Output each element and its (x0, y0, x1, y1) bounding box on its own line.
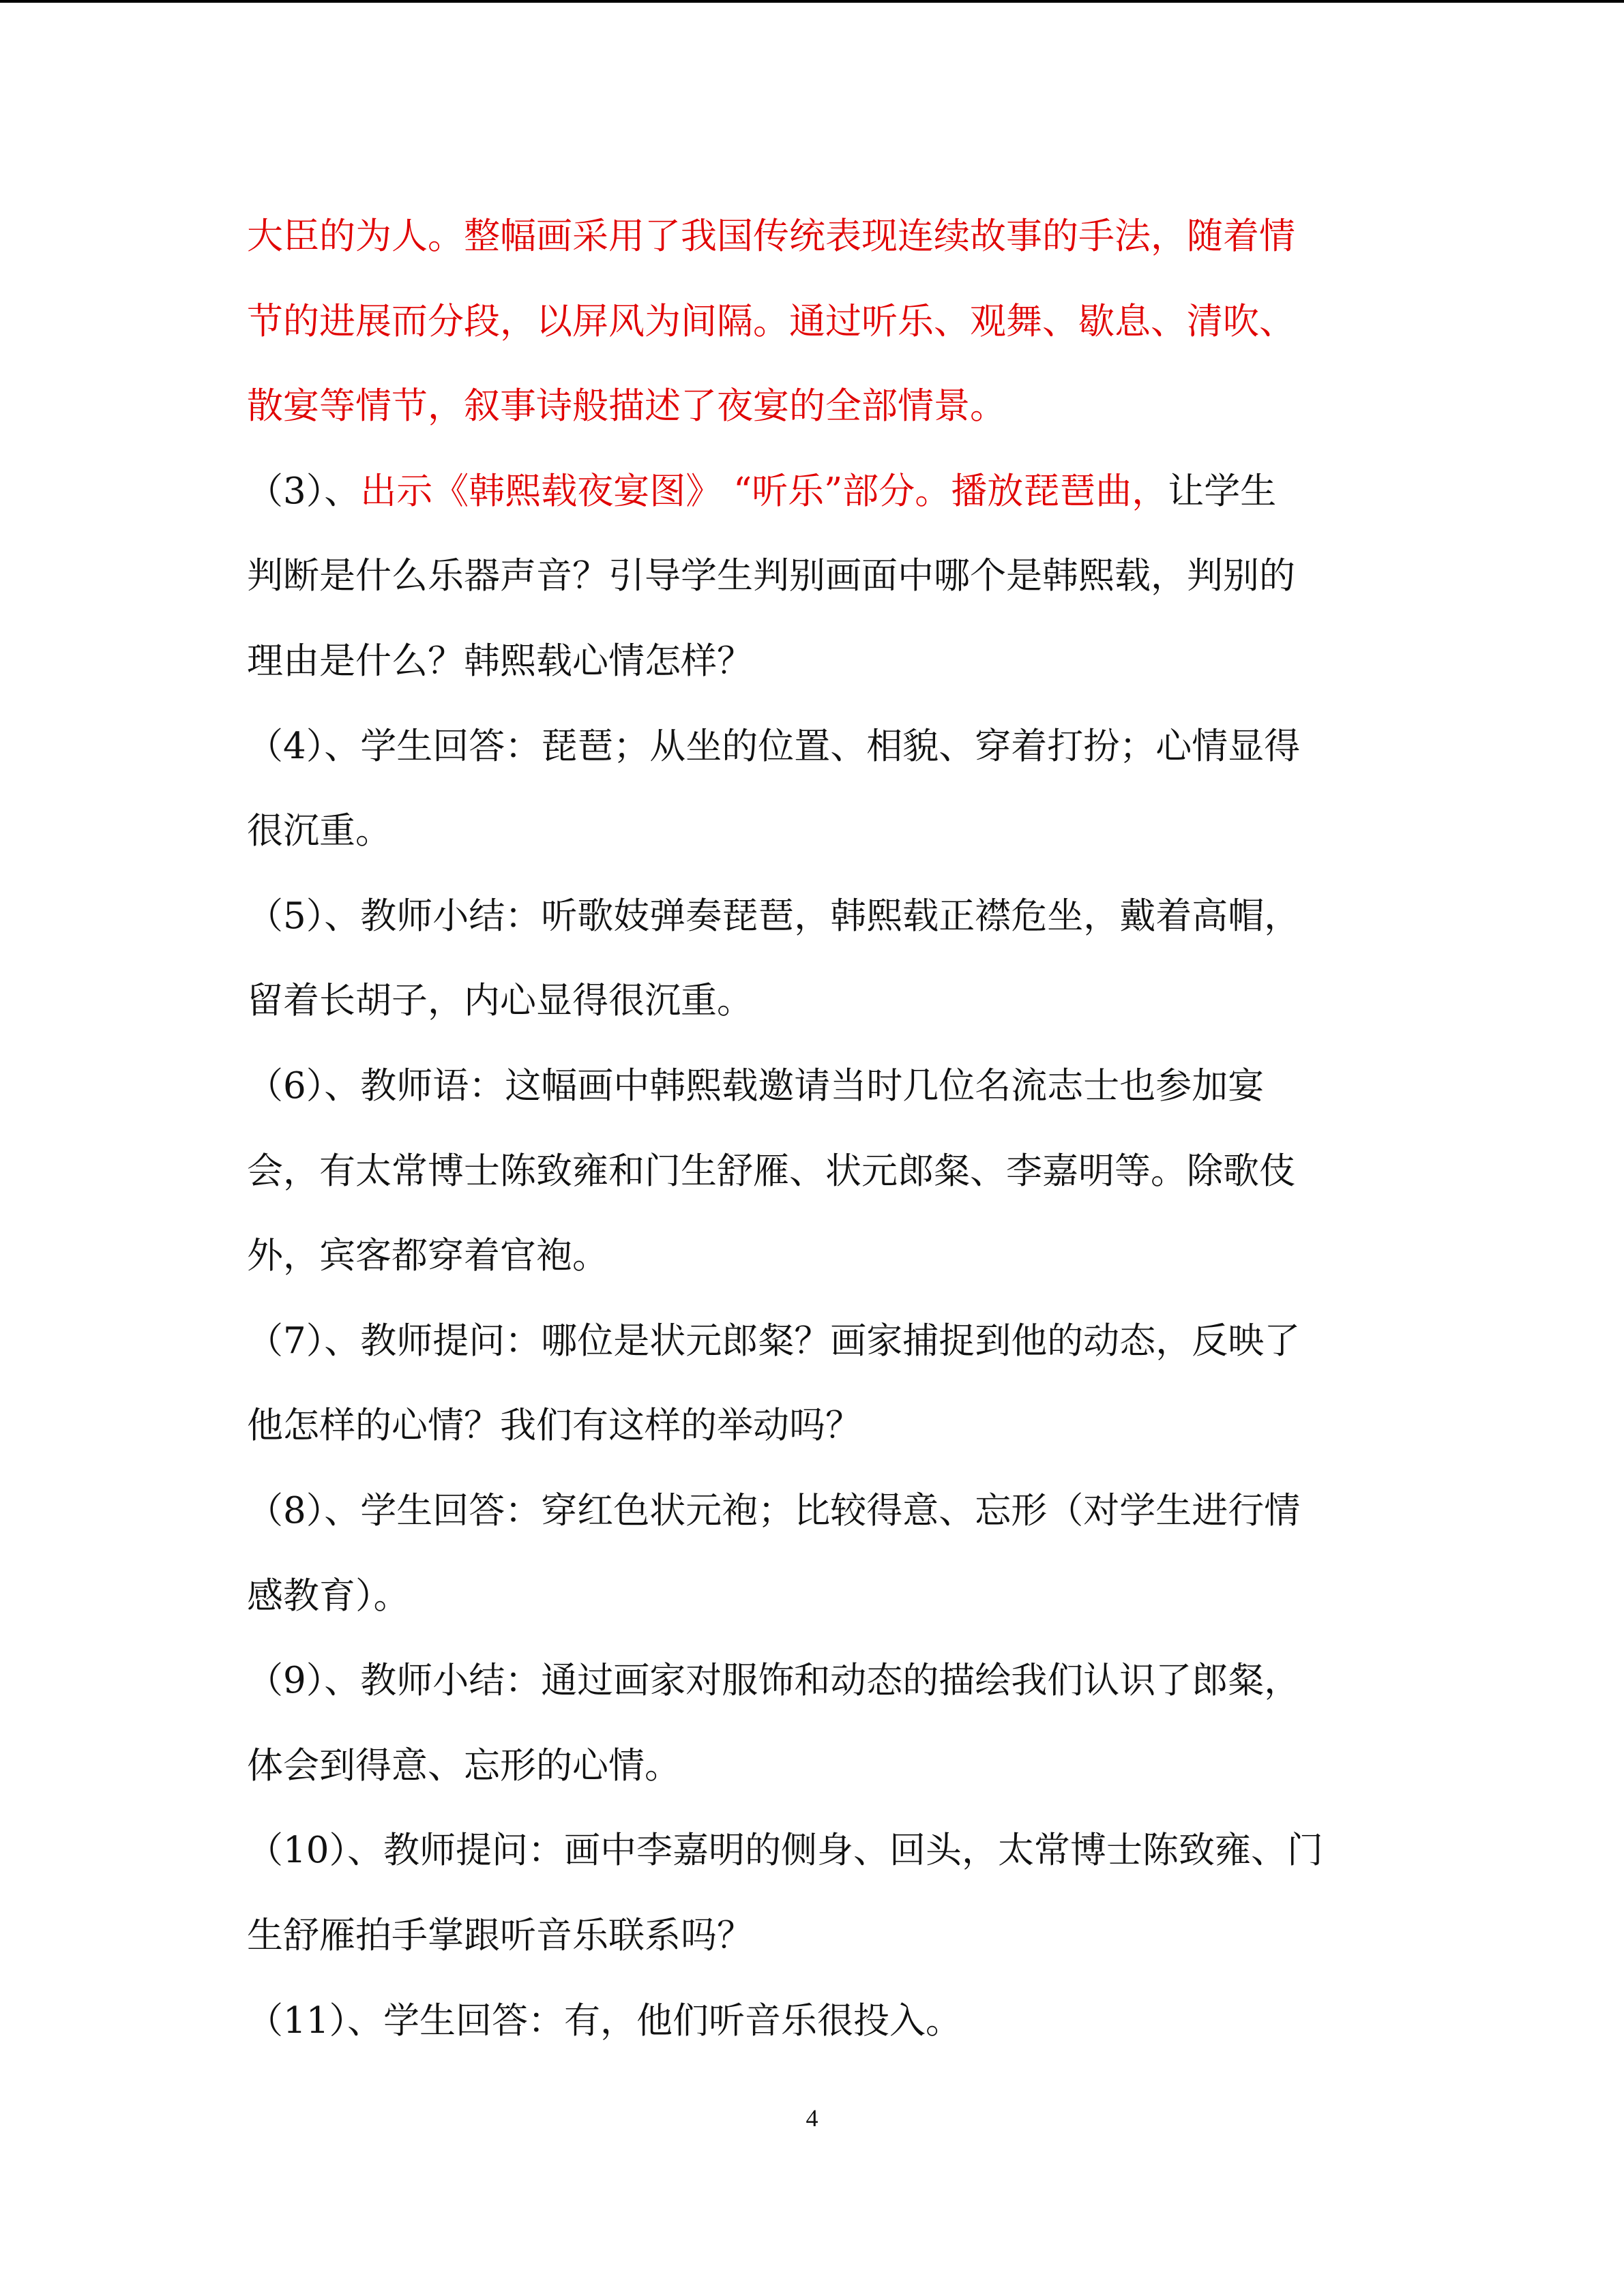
body-text: 生舒雁拍手掌跟听音乐联系吗？ (247, 1915, 753, 1956)
page-number: 4 (806, 2104, 818, 2132)
text-line (247, 893, 1300, 940)
body-text: （6）、教师语：这幅画中韩熙载邀请当时几位名流志士也参加宴 (247, 1065, 1265, 1107)
body-text: （3）、 (247, 471, 361, 512)
body-text: 很沉重。 (247, 810, 392, 852)
body-text: 会，有太常博士陈致雍和门生舒雁、状元郎粲、李嘉明等。除歌伎 (247, 1150, 1295, 1192)
body-text: （4）、学生回答：琵琶；从坐的位置、相貌、穿着打扮；心情显得 (247, 726, 1301, 767)
text-line (247, 1317, 1300, 1365)
body-text: （11）、学生回答：有，他们听音乐很投入。 (247, 2000, 962, 2042)
body-text: 理由是什么？韩熙载心情怎样？ (247, 640, 753, 682)
text-line (247, 383, 1006, 430)
text-line (247, 977, 753, 1025)
body-text: 体会到得意、忘形的心情。 (247, 1745, 681, 1787)
body-text: （5）、教师小结：听歌妓弹奏琵琶，韩熙载正襟危坐，戴着高帽， (247, 895, 1301, 937)
body-text: （8）、学生回答：穿红色状元袍；比较得意、忘形（对学生进行情 (247, 1490, 1301, 1532)
highlighted-text: 节的进展而分段，以屏风为间隔。通过听乐、观舞、歇息、清吹、 (247, 301, 1295, 342)
text-line (247, 468, 1276, 516)
text-line (247, 1572, 410, 1620)
text-line (247, 213, 1295, 260)
text-line (247, 807, 392, 855)
text-line (247, 1062, 1264, 1110)
text-line (247, 638, 753, 685)
text-line (247, 1912, 753, 1960)
body-text: 他怎样的心情？我们有这样的举动吗？ (247, 1405, 861, 1446)
body-text: （10）、教师提问：画中李嘉明的侧身、回头，太常博士陈致雍、门 (247, 1830, 1323, 1871)
body-text: （9）、教师小结：通过画家对服饰和动态的描绘我们认识了郎粲， (247, 1660, 1301, 1701)
text-line (247, 1742, 681, 1790)
text-line (247, 298, 1295, 346)
text-line (247, 1402, 861, 1450)
highlighted-text: 出示《韩熙载夜宴图》 “听乐”部分。播放琵琶曲， (360, 471, 1168, 512)
text-line (247, 552, 1295, 600)
body-text: 外，宾客都穿着官袍。 (247, 1235, 608, 1277)
text-line (247, 1487, 1300, 1535)
text-line (247, 723, 1300, 771)
text-line (247, 1827, 1323, 1875)
highlighted-text: 散宴等情节，叙事诗般描述了夜宴的全部情景。 (247, 385, 1006, 427)
text-line (247, 1997, 962, 2045)
body-text: 判断是什么乐器声音？引导学生判别画面中哪个是韩熙载，判别的 (247, 555, 1295, 597)
body-text: 留着长胡子，内心显得很沉重。 (247, 980, 753, 1022)
text-line (247, 1148, 1295, 1195)
highlighted-text: 大臣的为人。整幅画采用了我国传统表现连续故事的手法，随着情 (247, 215, 1295, 257)
page-top-border (0, 0, 1624, 3)
text-line (247, 1232, 608, 1280)
text-line (247, 1657, 1300, 1705)
body-text: 让学生 (1168, 471, 1277, 512)
body-text: （7）、教师提问：哪位是状元郎粲？画家捕捉到他的动态，反映了 (247, 1320, 1301, 1362)
body-text: 感教育）。 (247, 1575, 410, 1617)
